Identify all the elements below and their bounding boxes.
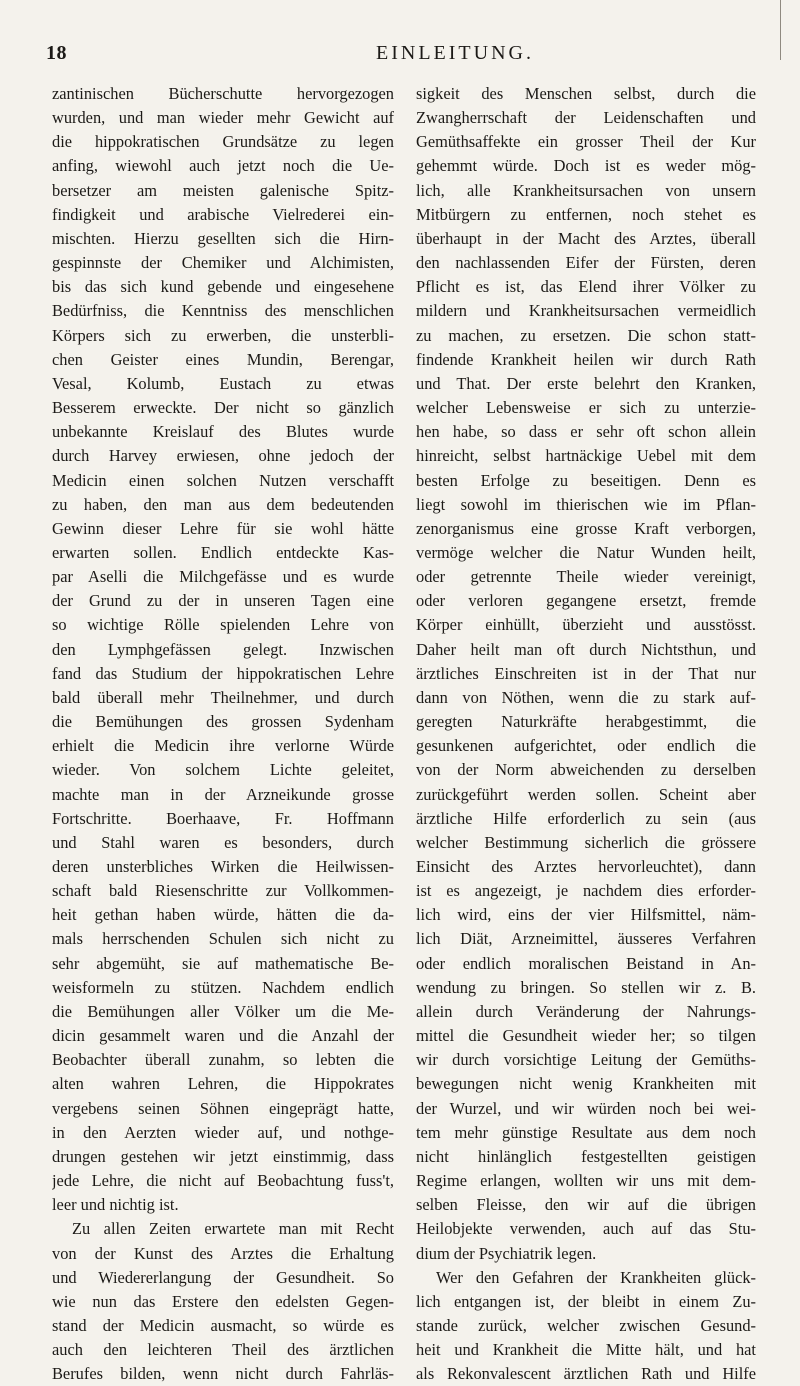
text-line: wieder. Von solchem Lichte geleitet,	[52, 760, 394, 780]
text-line: sigkeit des Menschen selbst, durch die	[416, 84, 756, 103]
text-line: deren unsterbliches Wirken die Heilwissen-	[52, 857, 394, 876]
text-line: machte man in der Arzneikunde grosse	[52, 784, 394, 804]
text-line: Körpers sich zu erwerben, die unsterbli-	[52, 325, 394, 345]
text-line: hen habe, so dass er sehr oft schon allein	[416, 422, 756, 442]
text-line: besten Erfolge zu beseitigen. Denn es	[416, 470, 756, 490]
text-line: heit gethan haben würde, hätten die da-	[52, 905, 394, 925]
text-line: mittel die Gesundheit wieder her; so tilgen	[416, 1026, 756, 1046]
text-line: als Rekonvalescent ärztlichen Rath und Hilfe	[416, 1364, 756, 1384]
text-line: und Stahl waren es besonders, durch	[52, 832, 394, 852]
text-line: oder endlich moralischen Beistand in An-	[416, 953, 756, 973]
text-line: zu machen, zu ersetzen. Die schon statt-	[416, 325, 756, 345]
text-line: Körper einhüllt, überzieht und ausstösst.	[416, 615, 756, 635]
text-line: die Bemühungen des grossen Sydenham	[52, 712, 394, 732]
text-line: allein durch Veränderung der Nahrungs-	[416, 1001, 756, 1021]
text-line: und Wiedererlangung der Gesundheit. So	[52, 1267, 394, 1287]
text-line: wurden, und man wieder mehr Gewicht auf	[52, 108, 394, 128]
text-line: der Wurzel, und wir würden noch bei wei-	[416, 1098, 756, 1118]
text-line: den nachlassenden Eifer der Fürsten, deren	[416, 253, 756, 273]
text-line: überhaupt in der Macht des Arztes, überall	[416, 228, 756, 248]
text-line: stand der Medicin ausmacht, so würde es	[52, 1315, 394, 1335]
text-line: lich Diät, Arzneimittel, äusseres Verfahren	[416, 929, 756, 949]
right-text-column	[416, 82, 756, 1386]
text-line: lich wird, eins der vier Hilfsmittel, näm-	[416, 905, 756, 925]
text-line: ärztliches Einschreiten ist in der That nur	[416, 663, 756, 683]
text-line: so wichtige Rölle spielenden Lehre von	[52, 615, 394, 635]
text-line: Fortschritte. Boerhaave, Fr. Hoffmann	[52, 808, 394, 828]
text-line: leer und nichtig ist.	[52, 1195, 179, 1215]
text-line: drungen gestehen wir jetzt einstimmig, dass	[52, 1146, 394, 1166]
text-line: Bedürfniss, die Kenntniss des menschlichen	[52, 301, 394, 321]
text-line: par Aselli die Milchgefässe und es wurde	[52, 567, 394, 587]
page-edge-mark	[780, 0, 781, 60]
text-line: jede Lehre, die nicht auf Beobachtung fuss't,	[52, 1171, 394, 1191]
text-line: Gemüthsaffekte ein grosser Theil der Kur	[416, 132, 756, 152]
text-line: Zu allen Zeiten erwartete man mit Recht	[72, 1219, 394, 1239]
text-line: Beobachter überall zunahm, so lebten die	[52, 1050, 394, 1070]
text-line: alten wahren Lehren, die Hippokrates	[52, 1074, 394, 1094]
text-line: unbekannte Kreislauf des Blutes wurde	[52, 422, 394, 442]
text-line: zenorganismus eine grosse Kraft verborgen,	[416, 518, 756, 538]
text-line: chen Geister eines Mundin, Berengar,	[52, 349, 394, 369]
text-line: bewegungen nicht wenig Krankheiten mit	[416, 1074, 756, 1094]
text-line: in den Aerzten wieder auf, und nothge-	[52, 1122, 394, 1142]
text-line: Gewinn dieser Lehre für sie wohl hätte	[52, 518, 394, 538]
text-line: von der Kunst des Arztes die Erhaltung	[52, 1243, 394, 1263]
text-line: dium der Psychiatrik legen.	[416, 1243, 597, 1263]
text-line: Wer den Gefahren der Krankheiten glück-	[436, 1267, 756, 1287]
text-line: zu haben, den man aus dem bedeutenden	[52, 494, 394, 514]
text-line: fand das Studium der hippokratischen Lehre	[52, 663, 394, 683]
text-line: den Lymphgefässen gelegt. Inzwischen	[52, 639, 394, 659]
text-line: Einsicht des Arztes hervorleuchtet), dann	[416, 857, 756, 876]
text-line: schaft bald Riesenschritte zur Vollkommen-	[52, 881, 394, 901]
text-line: wir durch vorsichtige Leitung der Gemüths-	[416, 1050, 756, 1070]
text-line: erhielt die Medicin ihre verlorne Würde	[52, 736, 394, 756]
text-line: mischten. Hierzu gesellten sich die Hirn-	[52, 228, 394, 248]
page-number: 18	[46, 42, 67, 64]
text-line: Berufes bilden, wenn nicht durch Fahrläs-	[52, 1364, 394, 1384]
text-line: liegt sowohl im thierischen wie im Pflan-	[416, 494, 756, 514]
text-line: lich entgangen ist, der bleibt in einem Zu-	[416, 1291, 756, 1311]
text-line: die hippokratischen Grundsätze zu legen	[52, 132, 394, 152]
text-line: stande zurück, welcher zwischen Gesund-	[416, 1315, 756, 1335]
text-line: welcher Bestimmung sicherlich die grössere	[416, 832, 756, 852]
text-line: nicht hinlänglich festgestellten geistigen	[416, 1146, 756, 1166]
text-line: bersetzer am meisten galenische Spitz-	[52, 180, 394, 200]
text-line: wie nun das Erstere den edelsten Gegen-	[52, 1291, 394, 1311]
text-line: erwarten sollen. Endlich entdeckte Kas-	[52, 542, 394, 562]
text-line: Besserem erweckte. Der nicht so gänzlich	[52, 398, 394, 418]
text-line: zurückgeführt werden sollen. Scheint aber	[416, 784, 756, 804]
text-line: ist es angezeigt, je nachdem dies erforder-	[416, 881, 756, 901]
text-line: mildern und Krankheitsursachen vermeidlich	[416, 301, 756, 321]
text-line: die Bemühungen aller Völker um die Me-	[52, 1001, 394, 1021]
text-line: ärztliche Hilfe erforderlich zu sein (aus	[416, 808, 756, 828]
text-line: heit und Krankheit die Mitte hält, und hat	[416, 1340, 756, 1360]
text-line: Zwangherrschaft der Leidenschaften und	[416, 108, 756, 128]
text-line: dicin gesammelt waren und die Anzahl der	[52, 1026, 394, 1046]
text-line: von der Norm abweichenden zu derselben	[416, 760, 756, 780]
text-line: gehemmt würde. Doch ist es weder mög-	[416, 156, 756, 176]
text-line: Daher heilt man oft durch Nichtsthun, und	[416, 639, 756, 659]
text-line: wendung zu bringen. So stellen wir z. B.	[416, 977, 756, 997]
text-line: selben Fleisse, den wir auf die übrigen	[416, 1195, 756, 1215]
running-head: EINLEITUNG.	[376, 42, 534, 64]
text-line: Vesal, Kolumb, Eustach zu etwas	[52, 373, 394, 393]
text-line: durch Harvey erwiesen, ohne jedoch der	[52, 446, 394, 466]
text-line: anfing, wiewohl auch jetzt noch die Ue-	[52, 156, 394, 176]
text-line: welcher Lebensweise er sich zu unterzie-	[416, 398, 756, 418]
text-line: auch den leichteren Theil des ärztlichen	[52, 1340, 394, 1360]
text-line: geregten Naturkräfte herabgestimmt, die	[416, 712, 756, 732]
text-line: Pflicht es ist, das Elend ihrer Völker zu	[416, 277, 756, 297]
text-line: zantinischen Bücherschutte hervorgezogen	[52, 84, 394, 103]
text-line: Regime erlangen, wollten wir uns mit dem-	[416, 1171, 756, 1191]
page-header	[46, 42, 754, 70]
text-line: der Grund zu der in unseren Tagen eine	[52, 591, 394, 611]
text-line: bald überall mehr Theilnehmer, und durch	[52, 687, 394, 707]
text-line: findende Krankheit heilen wir durch Rath	[416, 349, 756, 369]
text-line: vermöge welcher die Natur Wunden heilt,	[416, 542, 756, 562]
text-line: tem mehr günstige Resultate aus dem noch	[416, 1122, 756, 1142]
text-line: hinreicht, selbst hartnäckige Uebel mit dem	[416, 446, 756, 466]
text-line: dann von Nöthen, wenn die zu stark auf-	[416, 687, 756, 707]
text-line: gespinnste der Chemiker und Alchimisten,	[52, 253, 394, 273]
text-line: oder getrennte Theile wieder vereinigt,	[416, 567, 756, 587]
text-line: vergebens seinen Söhnen eingeprägt hatte,	[52, 1098, 394, 1118]
text-line: oder verloren gegangene ersetzt, fremde	[416, 591, 756, 611]
text-line: Heilobjekte verwenden, auch auf das Stu-	[416, 1219, 756, 1239]
text-line: gesunkenen aufgerichtet, oder endlich die	[416, 736, 756, 756]
left-text-column	[52, 82, 394, 1386]
text-line: Medicin einen solchen Nutzen verschafft	[52, 470, 394, 490]
text-line: Mitbürgern zu entfernen, noch stehet es	[416, 204, 756, 224]
text-line: bis das sich kund gebende und eingesehene	[52, 277, 394, 297]
text-line: und That. Der erste belehrt den Kranken,	[416, 373, 756, 393]
text-line: findigkeit und arabische Vielrederei ein-	[52, 204, 394, 224]
text-line: mals herrschenden Schulen sich nicht zu	[52, 929, 394, 949]
text-line: sehr abgemüht, sie auf mathematische Be-	[52, 953, 394, 973]
text-line: weisformeln zu stützen. Nachdem endlich	[52, 977, 394, 997]
text-line: lich, alle Krankheitsursachen von unsern	[416, 180, 756, 200]
